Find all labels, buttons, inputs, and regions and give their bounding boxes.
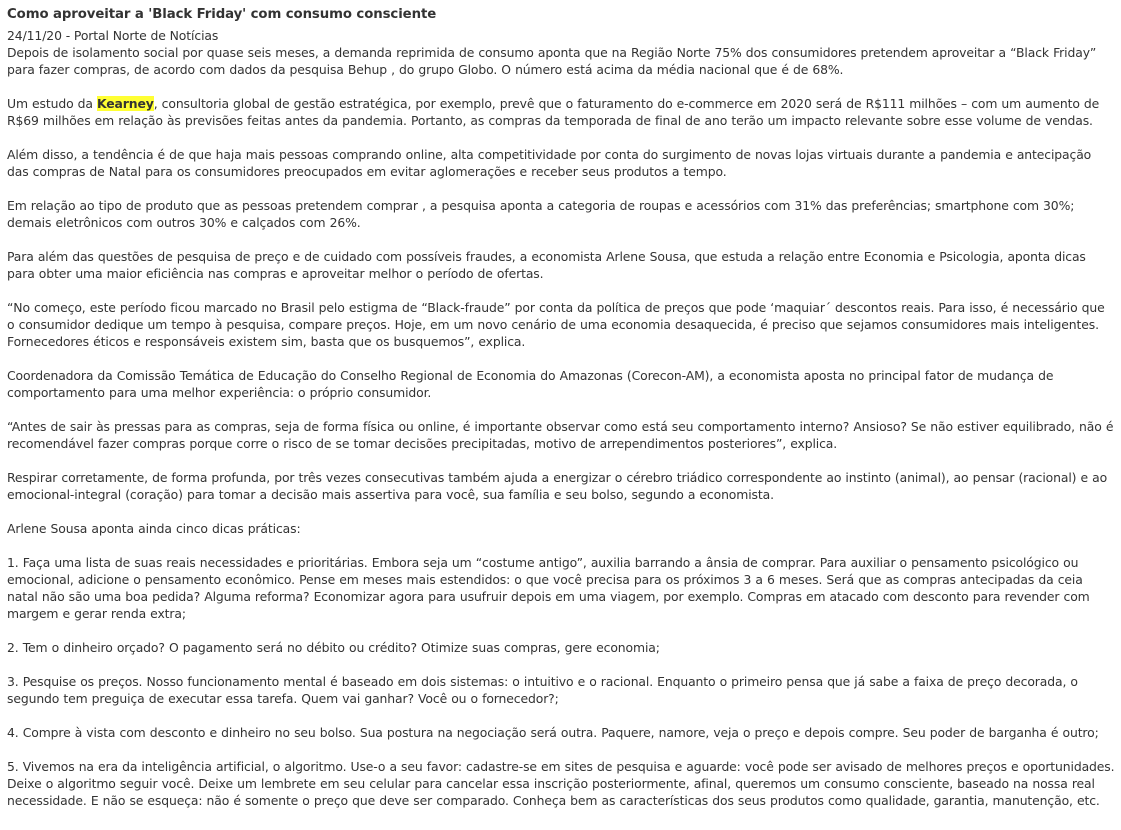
paragraph-4: Em relação ao tipo de produto que as pessoas pretendem comprar , a pesquisa aponta a categoria de roupas e acessórios com 31% das preferências; smartphone com 30%; demais eletrônicos com outros 30% e calçados com 26%.: [7, 198, 1075, 230]
paragraph-2: [7, 95, 1115, 129]
highlighted-term: Kearney: [97, 96, 154, 111]
paragraph-8: “Antes de sair às pressas para as compras, seja de forma física ou online, é importante observar como está seu comportamento interno? Ansioso? Se não estiver equilibrado, não é recomendável fazer compras porque corre o risco de se tomar decisões precipitadas, motivo de arrependimentos posteriores”, explica.: [7, 419, 1114, 451]
tip-2: 2. Tem o dinheiro orçado? O pagamento será no débito ou crédito? Otimize suas compras, gere economia;: [7, 640, 660, 655]
paragraph-6: “No começo, este período ficou marcado no Brasil pelo estigma de “Black-fraude” por conta da política de preços que pode ‘maquiar´ descontos reais. Para isso, é necessário que o consumidor dedique um tempo à pesquisa, compare preços. Hoje, em um novo cenário de uma economia desaquecida, é preciso que sejamos consumidores mais inteligentes. Fornecedores éticos e responsáveis existem sim, basta que os busquemos”, explica.: [7, 300, 1105, 349]
tip-1: 1. Faça uma lista de suas reais necessidades e prioritárias. Embora seja um “costume antigo”, auxilia barrando a ânsia de comprar. Para auxiliar o pensamento psicológico ou emocional, adicione o pensamento econômico. Pense em meses mais estendidos: o que você precisa para os próximos 3 a 6 meses. Será que as compras antecipadas da ceia natal não são uma boa pedida? Alguma reforma? Economizar agora para usufruir depois em uma viagem, por exemplo. Compras em atacado com desconto para revender com margem e gerar renda extra;: [7, 555, 1090, 621]
paragraph-10: Arlene Sousa aponta ainda cinco dicas práticas:: [7, 521, 301, 536]
paragraph-9: Respirar corretamente, de forma profunda, por três vezes consecutivas também ajuda a energizar o cérebro triádico correspondente ao instinto (animal), ao pensar (racional) e ao emocional-integral (coração) para tomar a decisão mais assertiva para você, sua família e seu bolso, segundo a economista.: [7, 470, 1108, 502]
paragraph-3: Além disso, a tendência é de que haja mais pessoas comprando online, alta competitividade por conta do surgimento de novas lojas virtuais durante a pandemia e antecipação das compras de Natal para os consumidores preocupados em evitar aglomerações e receber seus produtos a tempo.: [7, 147, 1092, 179]
article: [7, 6, 1115, 826]
paragraph-1: Depois de isolamento social por quase seis meses, a demanda reprimida de consumo aponta que na Região Norte 75% dos consumidores pretendem aproveitar a “Black Friday” para fazer compras, de acordo com dados da pesquisa Behup , do grupo Globo. O número está acima da média nacional que é de 68%.: [7, 45, 1097, 77]
paragraph-7: Coordenadora da Comissão Temática de Educação do Conselho Regional de Economia do Amazonas (Corecon-AM), a economista aposta no principal fator de mudança de comportamento para uma melhor experiência: o próprio consumidor.: [7, 368, 1054, 400]
paragraph-5: Para além das questões de pesquisa de preço e de cuidado com possíveis fraudes, a economista Arlene Sousa, que estuda a relação entre Economia e Psicologia, aponta dicas para obter uma maior eficiência nas compras e aproveitar melhor o período de ofertas.: [7, 249, 1086, 281]
paragraph-2-end: , consultoria global de gestão estratégica, por exemplo, prevê que o faturamento do e-commerce em 2020 será de R$111 milhões – com um aumento de R$69 milhões em relação às previsões feitas antes da pandemia. Portanto, as compras da temporada de final de ano terão um impacto relevante sobre esse volume de vendas.: [7, 96, 1100, 128]
article-title: Como aproveitar a 'Black Friday' com consumo consciente: [7, 7, 437, 22]
tip-5: 5. Vivemos na era da inteligência artificial, o algoritmo. Use-o a seu favor: cadastre-se em sites de pesquisa e aguarde: você pode ser avisado de melhores preços e oportunidades. Deixe o algoritmo seguir você. Deixe um lembrete em seu celular para cancelar essa inscrição posteriormente, afinal, queremos um consumo consciente, baseado na nossa real necessidade. E não se esqueça: não é somente o preço que deve ser comparado. Conheça bem as características dos seus produtos como qualidade, garantia, manutenção, etc.: [7, 759, 1115, 808]
tip-3: 3. Pesquise os preços. Nosso funcionamento mental é baseado em dois sistemas: o intuitivo e o racional. Enquanto o primeiro pensa que já sabe a faixa de preço decorada, o segundo tem preguiça de executar essa tarefa. Quem vai ganhar? Você ou o fornecedor?;: [7, 674, 1078, 706]
article-meta: 24/11/20 - Portal Norte de Notícias: [7, 28, 219, 43]
tip-4: 4. Compre à vista com desconto e dinheiro no seu bolso. Sua postura na negociação será outra. Paquere, namore, veja o preço e depois compre. Seu poder de barganha é outro;: [7, 725, 1099, 740]
paragraph-2-start: Um estudo da: [7, 96, 97, 111]
